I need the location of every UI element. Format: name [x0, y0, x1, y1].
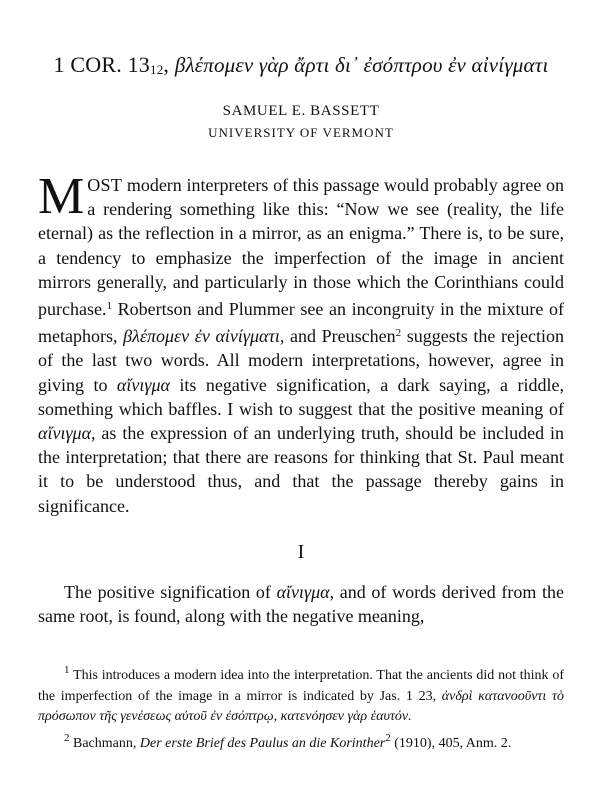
para1-text-4: suggests the rejection of the last two words. All modern interpretations, however, agree in giving to — [38, 326, 565, 395]
footnote-ref-2: 2 — [395, 327, 402, 340]
second-paragraph — [38, 580, 564, 628]
title-verse: 12 — [150, 62, 164, 77]
para2-text-1: The positive signification of — [64, 581, 277, 602]
footnote-number-2: 2 — [64, 731, 70, 744]
greek-word-1: αἴνιγμα — [116, 374, 170, 395]
footnote-number-1: 1 — [64, 664, 70, 677]
footnote-2-text-2: (1910), 405, Anm. 2. — [390, 735, 512, 751]
para1-text-5: its negative signification, a dark saying, a riddle, something which baffles. I wish to suggest that the positive meaning of — [38, 374, 564, 419]
article-title: 1 COR. $13_{12}$, βλέπομεν γὰρ ἄρτι δι᾽ ἐσόπτρου ἐν αἰνίγματι — [53, 52, 549, 77]
footnote-1 — [38, 660, 564, 728]
footnote-2-book-title: Der erste Brief des Paulus an die Korinther — [139, 735, 386, 751]
greek-word-3: αἴνιγμα, — [276, 581, 335, 602]
footnotes — [38, 660, 564, 754]
section-heading: I — [297, 540, 305, 563]
greek-phrase-1: βλέπομεν ἐν αἰνίγματι, — [123, 326, 285, 347]
para1-text-3: and Preuschen — [284, 326, 396, 347]
para1-text-1: modern interpreters of this passage would probably agree on a rendering something like this: “Now we see (reality, the life eternal) as the reflection in a mirror, as an enigma.” There is, to be sure, a tendency to emphasize the imperfection of the image in ancient mirrors generally, and particularly in those which the Corinthians could purchase. — [38, 175, 564, 320]
title-greek: βλέπομεν γὰρ ἄρτι δι᾽ ἐσόπτρου ἐν αἰνίγματι — [174, 53, 549, 77]
drop-cap: M — [38, 168, 85, 225]
author-affiliation: UNIVERSITY OF VERMONT — [208, 125, 394, 140]
author-name: SAMUEL E. BASSETT — [222, 103, 380, 119]
footnote-2-edition: 2 — [385, 731, 391, 744]
footnote-1-greek: ἀνδρὶ κατανοοῦντι τὸ πρόσωπον τῆς γενέσεως αὐτοῦ ἐν ἐσόπτρῳ, κατενόησεν γὰρ ἑαυτόν. — [38, 688, 564, 725]
para1-text-2: Robertson and Plummer see an incongruity in the mixture of metaphors, — [38, 299, 564, 347]
footnote-1-text: This introduces a modern idea into the interpretation. That the ancients did not think of the imperfection of the image in a mirror is indicated by Jas. 1 23, — [38, 668, 564, 704]
para1-text-6: as the expression of an underlying truth, should be included in the interpretation; that there are reasons for thinking that St. Paul meant it to be understood thus, and that the passage thereby gains in significance. — [38, 423, 564, 516]
footnote-2-text-1: Bachmann, — [69, 735, 140, 751]
footnote-2 — [38, 728, 564, 755]
title-reference: 1 COR. 13 — [53, 52, 151, 77]
footnote-ref-1: 1 — [106, 300, 112, 313]
opening-paragraph — [38, 168, 565, 518]
para2-text-2: and of words derived from the same root, is found, along with the negative meaning, — [38, 581, 564, 627]
greek-word-2: αἴνιγμα, — [38, 423, 96, 444]
lead-word: OST — [87, 175, 123, 195]
